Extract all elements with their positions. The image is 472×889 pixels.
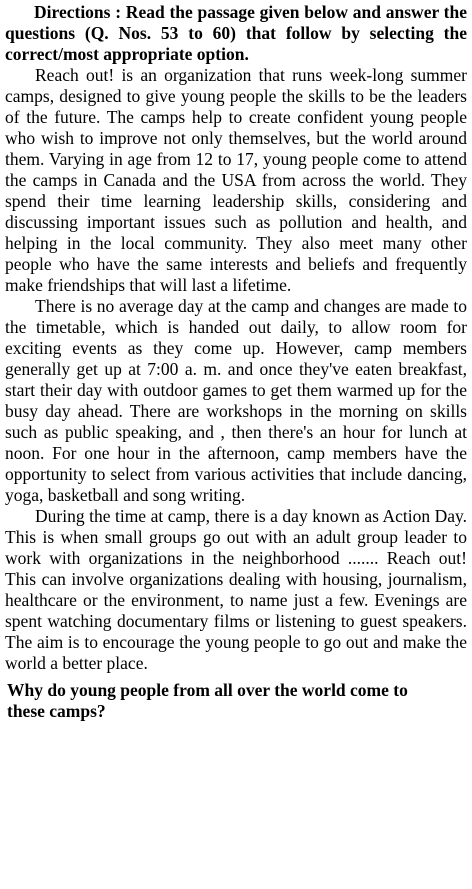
passage-paragraph-3: During the time at camp, there is a day known as Action Day. This is when small groups go out with an adult group leader to work with organizations in the neighborhood ....... Reach out! This can involve organizations dealing with housing, journalism, healthcare or the environment, to name just a few. Evenings are spent watching documentary films or listening to guest speakers. The aim is to encourage the young people to go out and make the world a better place. [5,506,467,673]
directions-text: Directions : Read the passage given below and answer the questions (Q. Nos. 53 to 60) that follow by selecting the correct/most appropriate option. [5,2,467,64]
passage-paragraph-1: Reach out! is an organization that runs week-long summer camps, designed to give young people the skills to be the leaders of the future. The camps help to create confident young people who wish to improve not only themselves, but the world around them. Varying in age from 12 to 17, young people come to attend the camps in Canada and the USA from across the world. They spend their time learning leadership skills, considering and discussing important issues such as pollution and health, and helping in the local community. They also meet many other people who have the same interests and beliefs and frequently make friendships that will last a lifetime. [5,65,467,295]
passage-paragraph-2: There is no average day at the camp and changes are made to the timetable, which is handed out daily, to allow room for exciting events as they come up. However, camp members generally get up at 7:00 a. m. and once they've eaten breakfast, start their day with outdoor games to get them warmed up for the busy day ahead. There are workshops in the morning on skills such as public speaking, and , then there's an hour for lunch at noon. For one hour in the afternoon, camp members have the opportunity to select from various activities that include dancing, yoga, basketball and song writing. [5,296,467,505]
reading-passage [5,65,467,674]
question-text: Why do young people from all over the world come to these camps? [7,680,408,721]
